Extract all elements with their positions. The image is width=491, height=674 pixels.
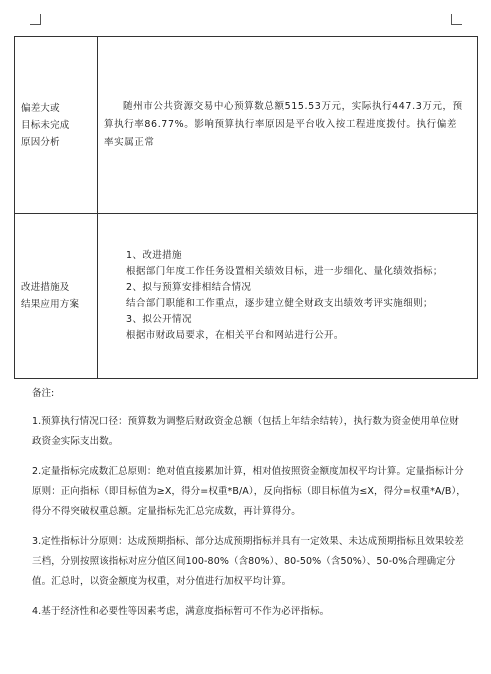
measure-body: 根据市财政局要求，在相关平台和网站进行公开。 [126,330,344,341]
deviation-label-cell [15,37,98,214]
measure-heading: 2、拟与预算安排相结合情况 [126,282,252,293]
measure-heading: 1、改进措施 [126,250,182,261]
note-item: 2.定量指标完成数汇总原则：绝对值直接累加计算，相对值按照资金额度加权平均计算。定量指标计分原则：正向指标（即目标值为≥X，得分=权重*B/A），反向指标（即目标值为≤X，得分=权重*A/B），得分不得突破权重总额。定量指标先汇总完成数，再计算得分。 [32,466,466,517]
measures-list [98,248,477,344]
crop-mark-right [451,14,462,25]
measure-body: 根据部门年度工作任务设置相关绩效目标，进一步细化、量化绩效指标； [126,266,443,277]
notes-title: 备注: [32,388,55,399]
performance-table [14,36,478,379]
crop-mark-left [30,14,41,25]
measure-body: 结合部门职能和工作重点，逐步建立健全财政支出绩效考评实施细则； [126,298,433,309]
notes-section [32,386,468,632]
measures-content-cell [98,214,478,379]
note-item: 3.定性指标计分原则：达成预期指标、部分达成预期指标并具有一定效果、未达成预期指标且效果较差三档，分别按照该指标对应分值区间100-80%（含80%）、80-50%（含50%）、50-0%合理确定分值。汇总时，以资金额度为权重，对分值进行加权平均计算。 [32,536,464,587]
deviation-analysis-text: 随州市公共资源交易中心预算数总额515.53万元，实际执行447.3万元，预算执行率86.77%。影响预算执行率原因是平台收入按工程进度拨付。执行偏差率实属正常 [104,101,463,148]
table-row [15,37,478,214]
deviation-label-line: 原因分析 [21,136,60,148]
table-row [15,214,478,379]
measures-label-line: 结果应用方案 [21,299,80,310]
measures-label-cell [15,214,98,379]
note-item: 1.预算执行情况口径：预算数为调整后财政资金总额（包括上年结余结转），执行数为资金使用单位财政资金实际支出数。 [32,416,459,447]
note-item: 4.基于经济性和必要性等因素考虑，满意度指标暂可不作为必评指标。 [32,606,330,617]
deviation-label-line: 目标未完成 [21,119,70,131]
deviation-content-cell [98,37,478,214]
deviation-label-line: 偏差大或 [21,102,60,114]
measures-label-line: 改进措施及 [21,282,70,293]
measure-heading: 3、拟公开情况 [126,314,192,325]
